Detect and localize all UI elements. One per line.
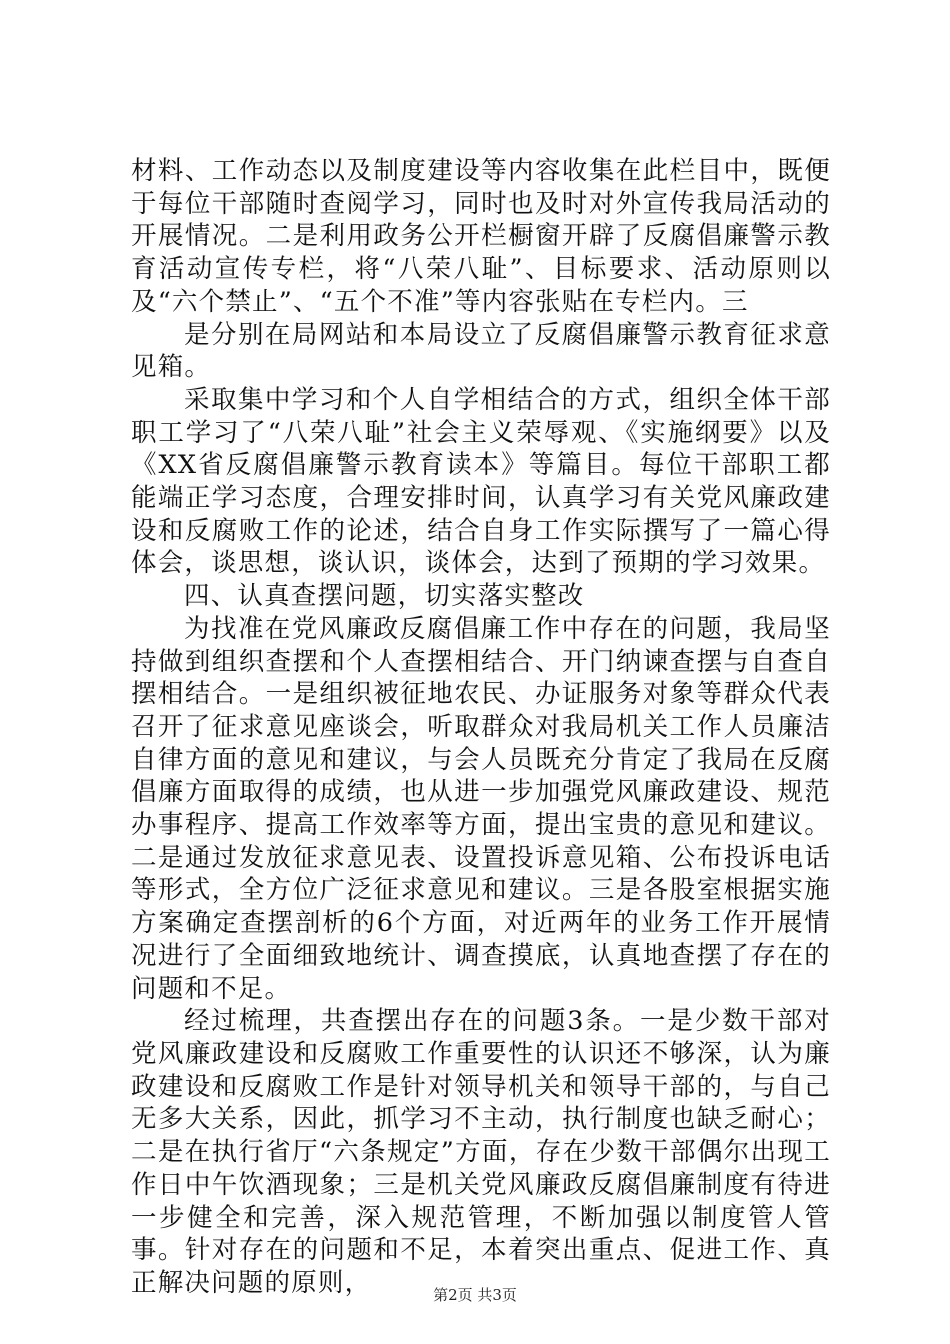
page-number-footer: 第2页 共3页 [433,1286,517,1304]
paragraph-3: 采取集中学习和个人自学相结合的方式，组织全体干部职工学习了“八荣八耻”社会主义荣辱观、《实施纲要》以及《XX省反腐倡廉警示教育读本》等篇目。每位干部职工都能端正学习态度，合理安排时间，认真学习有关党风廉政建设和反腐败工作的论述，结合自身工作实际撰写了一篇心得体会，谈思想，谈认识，谈体会，达到了预期的学习效果。 [131,384,831,579]
paragraph-5: 为找准在党风廉政反腐倡廉工作中存在的问题，我局坚持做到组织查摆和个人查摆相结合、开门纳谏查摆与自查自摆相结合。一是组织被征地农民、办证服务对象等群众代表召开了征求意见座谈会，听取群众对我局机关工作人员廉洁自律方面的意见和建议，与会人员既充分肯定了我局在反腐倡廉方面取得的成绩，也从进一步加强党风廉政建设、规范办事程序、提高工作效率等方面，提出宝贵的意见和建议。二是通过发放征求意见表、设置投诉意见箱、公布投诉电话等形式，全方位广泛征求意见和建议。三是各股室根据实施方案确定查摆剖析的6个方面，对近两年的业务工作开展情况进行了全面细致地统计、调查摸底，认真地查摆了存在的问题和不足。 [131,613,831,1004]
paragraph-6: 经过梳理，共查摆出存在的问题3条。一是少数干部对党风廉政建设和反腐败工作重要性的认识还不够深，认为廉政建设和反腐败工作是针对领导机关和领导干部的，与自己无多大关系，因此，抓学习不主动，执行制度也缺乏耐心；二是在执行省厅“六条规定”方面，存在少数干部偶尔出现工作日中午饮酒现象；三是机关党风廉政反腐倡廉制度有待进一步健全和完善，深入规范管理，不断加强以制度管人管事。针对存在的问题和不足，本着突出重点、促进工作、真正解决问题的原则， [131,1006,831,1298]
document-body [131,155,831,1300]
section-heading-4: 四、认真查摆问题，切实落实整改 [184,581,585,612]
paragraph-1: 材料、工作动态以及制度建设等内容收集在此栏目中，既便于每位干部随时查阅学习，同时也及时对外宣传我局活动的开展情况。二是利用政务公开栏橱窗开辟了反腐倡廉警示教育活动宣传专栏，将“八荣八耻”、目标要求、活动原则以及“六个禁止”、“五个不准”等内容张贴在专栏内。三 [131,156,831,317]
paragraph-2: 是分别在局网站和本局设立了反腐倡廉警示教育征求意见箱。 [131,319,831,383]
